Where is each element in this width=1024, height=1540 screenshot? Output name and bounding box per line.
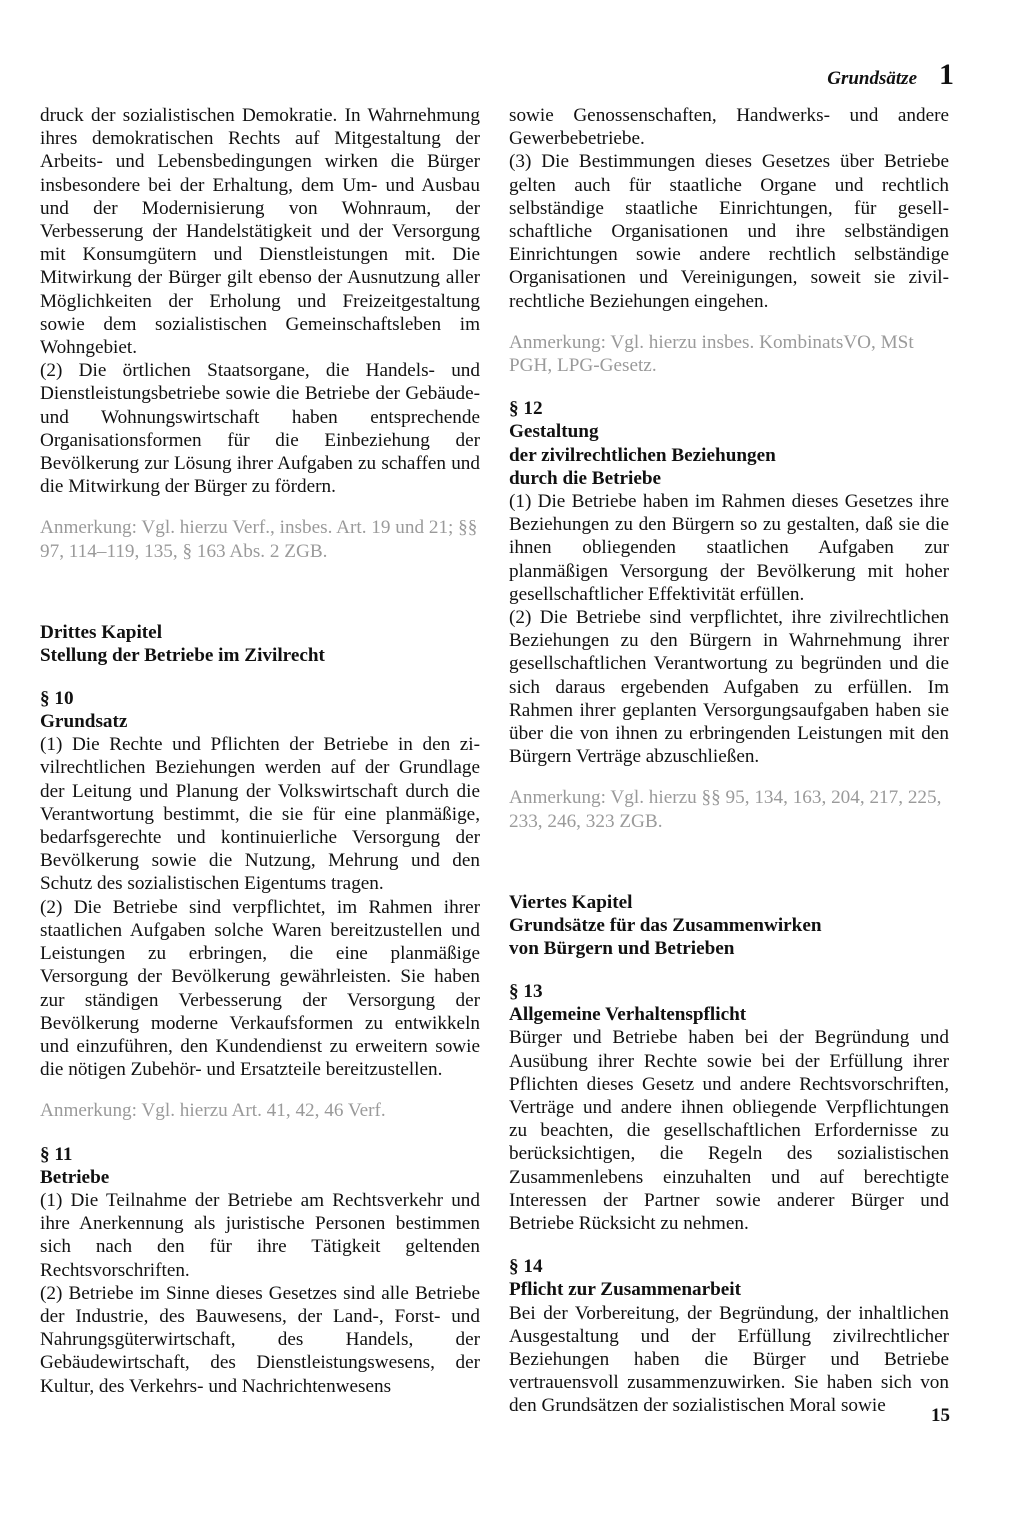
paragraph: (3) Die Bestimmungen dieses Gesetzes über Betriebe gelten auch für staatliche Organe und rechtlich selbständige staatliche Einrichtungen, für gesellschaftliche Organisationen und ihre selbständigen Einrichtungen sowie andere rechtlich selbständige Organisationen und Vereinigungen, soweit sie zivilrechtliche Beziehungen eingehen. [509, 151, 949, 312]
chapter-number: 1 [939, 58, 954, 91]
section-number: § 10 [40, 687, 74, 709]
chapter-title-line: Grundsätze für das Zusammenwirken [509, 914, 822, 936]
page-number: 15 [931, 1405, 950, 1426]
section-title: Pflicht zur Zusammenarbeit [509, 1279, 742, 1301]
paragraph: sowie Genossenschaften, Handwerks- und andere Gewerbebetriebe. [509, 105, 949, 150]
section-title-line: durch die Betriebe [509, 467, 662, 489]
chapter-title: Stellung der Betriebe im Zivilrecht [40, 644, 325, 666]
left-column [40, 104, 480, 1398]
section-title-line: Gestaltung [509, 421, 599, 443]
running-header [827, 58, 954, 92]
chapter-heading [509, 891, 949, 960]
paragraph: (1) Die Rechte und Pflichten der Betriebe in den zivilrechtlichen Beziehungen werden auf der Grundlage der Leitung und Planung der Volkswirtschaft durch die Verantwortung bestimmt, die sie für eine planmäßige, bedarfsgerechte und kontinuierliche Versorgung der Bevölkerung sowie die Nutzung, Mehrung und den Schutz des sozialistischen Eigentums tragen. [40, 734, 480, 895]
annotation-note: Anmerkung: Vgl. hierzu Verf., insbes. Art. 19 und 21; §§ 97, 114–119, 135, § 163 Abs. 2 ZGB. [40, 517, 478, 562]
annotation-note: Anmerkung: Vgl. hierzu Art. 41, 42, 46 Verf. [40, 1100, 386, 1122]
section-number: § 13 [509, 980, 543, 1002]
chapter-heading [40, 621, 480, 667]
paragraph: (1) Die Betriebe haben im Rahmen dieses Gesetzes ihre Beziehungen zu den Bürgern so zu gestalten, daß sie die ihnen obliegenden staatlichen Aufgaben zur planmäßigen Versorgung der Bevölkerung mit hoher gesellschaftlicher Effektivität erfüllen. [509, 491, 949, 605]
section-title [509, 420, 949, 490]
section-number: § 11 [40, 1143, 73, 1165]
paragraph: (2) Betriebe im Sinne dieses Gesetzes sind alle Betriebe der Industrie, des Bauwesens, der Land-, Forst- und Nahrungsgüterwirtschaft, des Handels, der Gebäudewirtschaft, des Dienstleistungswesens, der Kultur, des Verkehrs- und Nachrichtenwesens [40, 1282, 480, 1397]
chapter-label: Viertes Kapitel [509, 891, 633, 913]
annotation-note: Anmerkung: Vgl. hierzu §§ 95, 134, 163, 204, 217, 225, 233, 246, 323 ZGB. [509, 787, 942, 832]
section-title-line: der zivilrechtlichen Beziehungen [509, 444, 776, 466]
paragraph: (2) Die Betriebe sind verpflichtet, ihre zivilrechtlichen Beziehungen zu den Bürgern in Wahrnehmung ihrer gesellschaftlichen Verantwortung zu begründen und die sich daraus ergebenden Aufgaben zu erfüllen. Im Rahmen ihrer geplanten Versorgungsaufgaben haben sie über die von ihnen zu erbringenden Leistungen mit den Bürgern Verträge abzuschließen. [509, 607, 949, 768]
annotation-note: Anmerkung: Vgl. hierzu insbes. KombinatsVO, MSt PGH, LPG-Gesetz. [509, 331, 914, 377]
paragraph: (2) Die Betriebe sind verpflichtet, im Rahmen ihrer staatlichen Aufgaben solche Waren bereitzustellen und Leistungen zu erbringen, die eine planmäßige Versorgung der Bevölkerung gewährleisten. Sie haben zur ständigen Verbesserung der Versorgung der Bevölkerung moderne Verkaufsformen zu entwikkeln und einzuführen, den Kundendienst zu erweitern sowie die nötigen Zubehör- und Ersatzteile bereitzustellen. [40, 896, 480, 1081]
chapter-label: Drittes Kapitel [40, 621, 163, 643]
section-number: § 14 [509, 1256, 543, 1278]
paragraph: (2) Die örtlichen Staatsorgane, die Handels- und Dienstleistungsbetriebe sowie die Betriebe der Gebäude- und Wohnungswirtschaft haben entsprechende Organisationsformen für die Einbeziehung der Bevölkerung zur Lösung ihrer Aufgaben zu schaffen und die Mitwirkung der Bürger zu fördern. [40, 360, 480, 498]
section-title: Allgemeine Verhaltenspflicht [509, 1004, 747, 1026]
paragraph: Bei der Vorbereitung, der Begründung, der inhaltlichen Ausgestaltung und der Erfüllung zivilrechtlicher Beziehungen haben die Bürger und Betriebe vertrauensvoll zusammenzuwirken. Sie haben sich von den Grundsätzen der sozialistischen Moral sowie [509, 1302, 949, 1417]
paragraph: Bürger und Betriebe haben bei der Begründung und Ausübung ihrer Rechte sowie bei der Erfüllung ihrer Pflichten dieses Gesetz und andere Rechtsvorschriften, Verträge und andere ihnen obliegende Verpflichtungen zu beachten, die gesellschaftlichen Erfordernisse zu berücksichtigen, die Regeln des sozialistischen Zusammenlebens einzuhalten und auf berechtigte Interessen der Partner sowie anderer Bürger und Betriebe Rücksicht zu nehmen. [509, 1027, 949, 1234]
chapter-title-line: von Bürgern und Betrieben [509, 937, 735, 959]
running-title: Grundsätze [827, 68, 917, 89]
paragraph: druck der sozialistischen Demokratie. In Wahrnehmung ihres demokratischen Rechts auf Mitgestaltung der Arbeits- und Lebensbedingungen wirken die Bürger insbesondere bei der Erhaltung, dem Um- und Ausbau und der Modernisierung von Wohnraum, der Verbesserung der Handelstätigkeit und der Versorgung mit Konsumgütern und Dienstleistungen mit. Die Mitwirkung der Bürger gilt ebenso der Ausnutzung aller Möglichkeiten der Erholung und Freizeitgestaltung sowie dem sozialistischen Gemeinschaftsleben im Wohngebiet. [40, 105, 480, 359]
section-title: Betriebe [40, 1166, 110, 1188]
paragraph: (1) Die Teilnahme der Betriebe am Rechtsverkehr und ihre Anerkennung als juristische Personen bestimmen sich nach den für ihre Tätigkeit geltenden Rechtsvorschriften. [40, 1189, 480, 1281]
right-column [509, 104, 949, 1418]
section-title: Grundsatz [40, 711, 128, 733]
section-number: § 12 [509, 398, 543, 420]
